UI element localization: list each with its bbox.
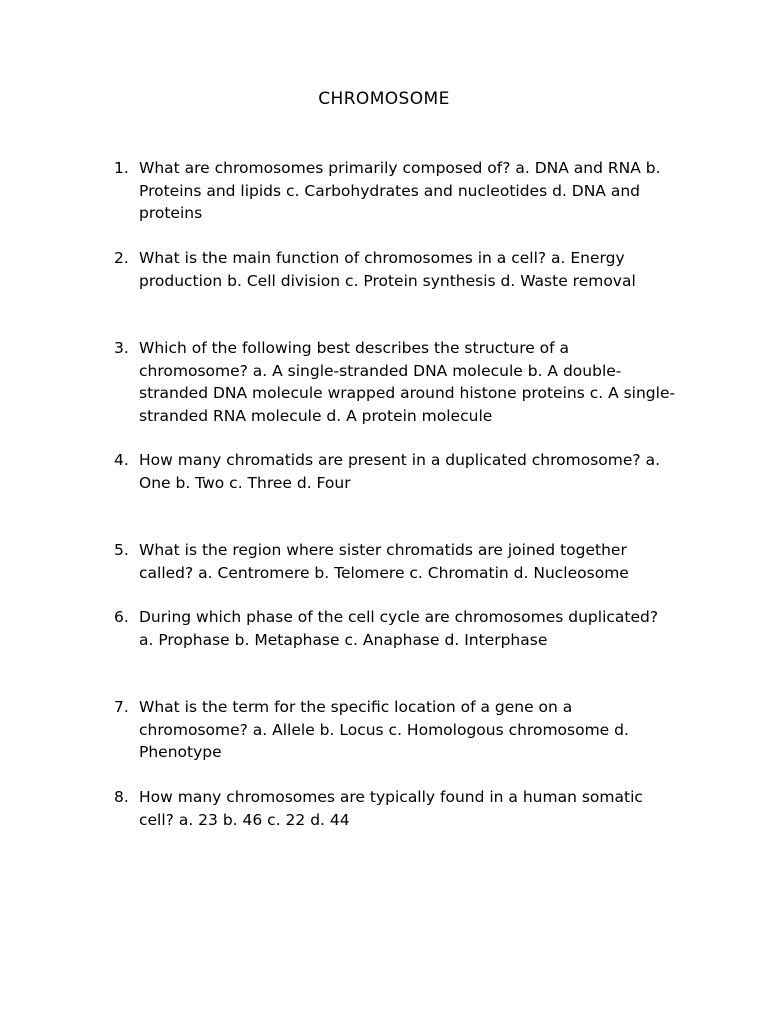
question-number: 4. bbox=[114, 451, 129, 469]
question-text: During which phase of the cell cycle are chromosomes duplicated? a. Prophase b. Metaphase c. Anaphase d. Interphase bbox=[139, 608, 659, 649]
question-number: 2. bbox=[114, 249, 129, 267]
question-text: What is the region where sister chromatids are joined together called? a. Centromere b. Telomere c. Chromatin d. Nucleosome bbox=[139, 541, 629, 582]
question-number: 5. bbox=[114, 541, 129, 559]
question-item bbox=[114, 606, 676, 651]
question-item bbox=[114, 539, 676, 584]
question-item bbox=[114, 786, 676, 831]
question-item bbox=[114, 247, 676, 292]
question-number: 8. bbox=[114, 788, 129, 806]
question-number: 3. bbox=[114, 339, 129, 357]
question-text: What are chromosomes primarily composed of? a. DNA and RNA b. Proteins and lipids c. Carbohydrates and nucleotides d. DNA and proteins bbox=[139, 159, 661, 222]
question-item bbox=[114, 337, 676, 427]
question-item bbox=[114, 696, 676, 764]
question-number: 7. bbox=[114, 698, 129, 716]
question-item bbox=[114, 157, 676, 225]
question-number: 1. bbox=[114, 159, 129, 177]
question-item bbox=[114, 449, 676, 494]
question-text: How many chromatids are present in a duplicated chromosome? a. One b. Two c. Three d. Four bbox=[139, 451, 660, 492]
question-number: 6. bbox=[114, 608, 129, 626]
question-text: What is the main function of chromosomes in a cell? a. Energy production b. Cell division c. Protein synthesis d. Waste removal bbox=[139, 249, 636, 290]
question-text: How many chromosomes are typically found in a human somatic cell? a. 23 b. 46 c. 22 d. 44 bbox=[139, 788, 643, 829]
page-title: CHROMOSOME bbox=[318, 89, 450, 109]
question-text: What is the term for the specific location of a gene on a chromosome? a. Allele b. Locus c. Homologous chromosome d. Phenotype bbox=[139, 698, 629, 761]
question-text: Which of the following best describes the structure of a chromosome? a. A single-stranded DNA molecule b. A double-stranded DNA molecule wrapped around histone proteins c. A single-stranded RNA molecule d. A protein molecule bbox=[139, 339, 676, 425]
